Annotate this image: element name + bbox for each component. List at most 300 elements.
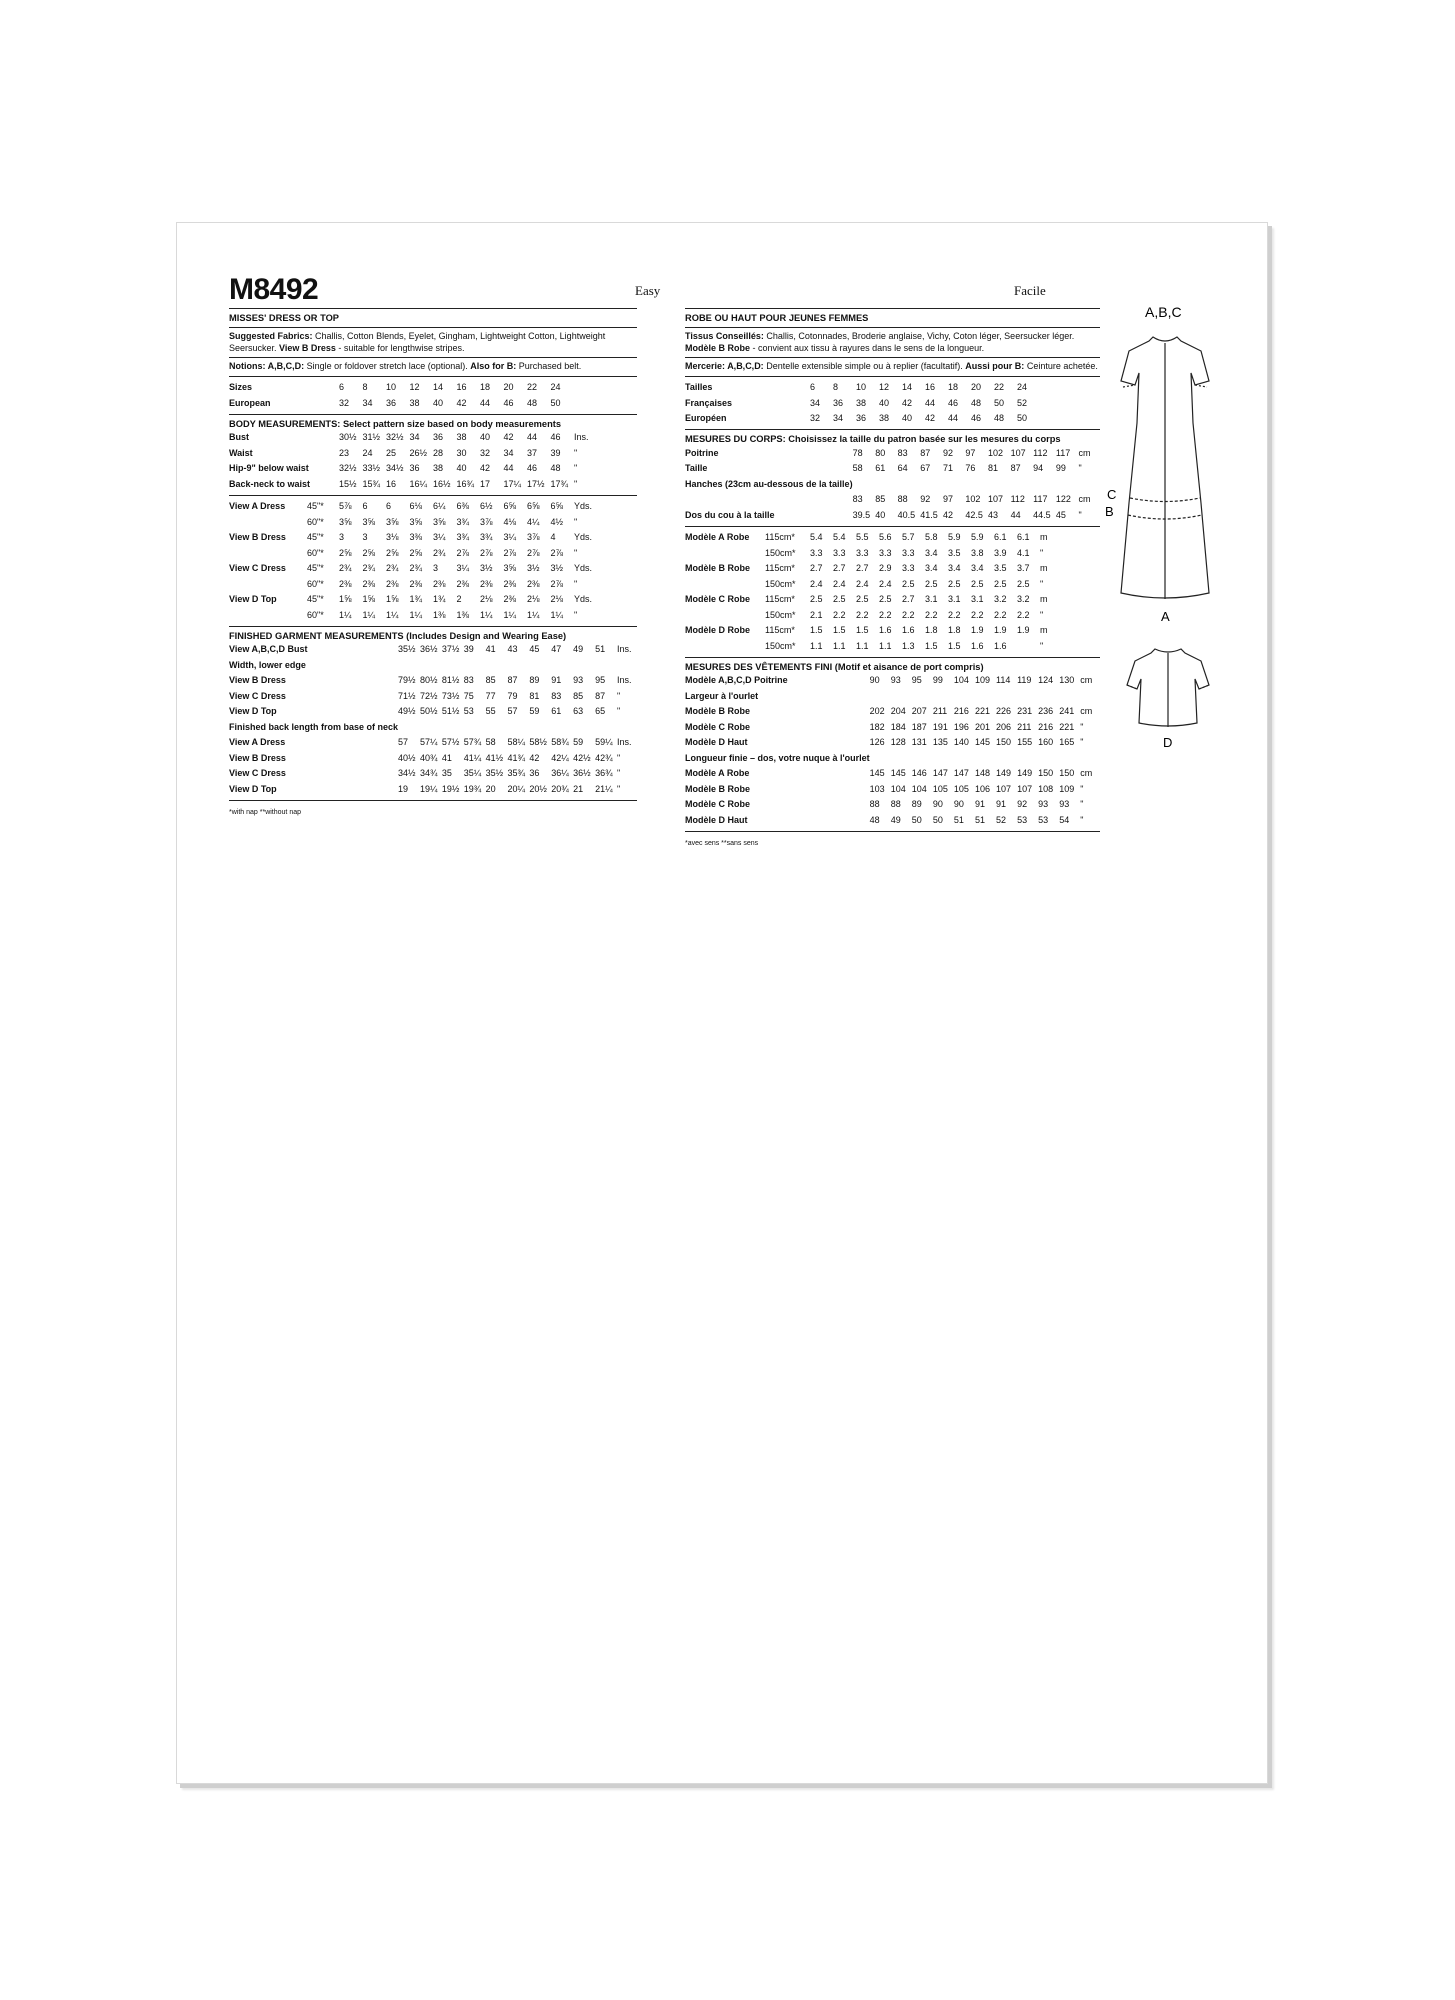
- table-cell: 40: [480, 432, 491, 443]
- table-cell: [1017, 638, 1040, 654]
- table-cell: 85: [875, 494, 886, 505]
- table-cell: 40½: [398, 752, 416, 763]
- table-cell: 24: [550, 382, 561, 393]
- table-cell: 3.3: [879, 547, 892, 558]
- table-cell: 3: [339, 532, 345, 543]
- table-cell: 207: [911, 706, 927, 717]
- table-cell: 2⅝: [409, 547, 423, 558]
- table-cell: 23: [339, 447, 350, 458]
- row-label: View B Dress: [229, 752, 286, 763]
- table-row: [685, 476, 1100, 492]
- notions-en: Notions: A,B,C,D: Single or foldover stretch lace (optional). Also for B: Purchased belt.: [229, 361, 582, 371]
- table-cell: 2¾: [386, 563, 399, 574]
- table-cell: 115cm*: [765, 594, 795, 605]
- table-cell: 107: [1017, 783, 1033, 794]
- table-cell: 1.9: [971, 625, 984, 636]
- dress-illustration: [1105, 303, 1225, 638]
- table-row: [685, 673, 1100, 689]
- table-cell: 40¾: [419, 752, 438, 763]
- table-row: [685, 812, 1100, 828]
- row-label: View D Top: [229, 783, 277, 794]
- table-cell: 1¼: [503, 609, 517, 620]
- table-cell: 119: [1017, 675, 1032, 686]
- table-cell: 1.5: [925, 640, 938, 651]
- table-cell: 87: [595, 690, 606, 701]
- table-cell: 16¾: [456, 478, 475, 489]
- top-illustration: [1123, 641, 1213, 756]
- table-cell: 83: [897, 447, 908, 458]
- table-cell: 1¼: [550, 609, 564, 620]
- table-cell: 19: [398, 783, 409, 794]
- table-cell: 3½: [550, 563, 564, 574]
- table-cell: 150: [1038, 768, 1054, 779]
- table-cell: ": [616, 768, 621, 779]
- row-label: [685, 545, 765, 561]
- table-cell: 50: [550, 397, 561, 408]
- table-cell: Ins.: [616, 675, 632, 686]
- table-cell: 14: [433, 382, 444, 393]
- table-cell: 60"*: [307, 547, 324, 558]
- row-label: View B Dress: [229, 532, 286, 543]
- footnote-en: *with nap **without nap: [229, 808, 301, 816]
- table-cell: 3¼: [433, 532, 446, 543]
- table-cell: 20: [485, 783, 496, 794]
- table-cell: 145: [869, 768, 885, 779]
- table-cell: 79: [507, 690, 518, 701]
- table-cell: 2⅝: [339, 547, 352, 558]
- table-row: [685, 688, 1100, 704]
- table-cell: 47: [551, 644, 562, 655]
- table-cell: 1¾: [409, 594, 423, 605]
- table-cell: 126: [869, 737, 885, 748]
- table-cell: 93: [1038, 799, 1049, 810]
- table-cell: 2⅜: [456, 578, 470, 589]
- table-cell: 1.1: [833, 640, 846, 651]
- table-cell: 42½: [573, 752, 591, 763]
- row-label: View A,B,C,D Bust: [229, 644, 308, 655]
- table-cell: 2.4: [810, 578, 823, 589]
- table-cell: 44: [1010, 509, 1021, 520]
- table-row: [685, 781, 1100, 797]
- table-cell: 191: [932, 721, 948, 732]
- table-cell: 44: [948, 413, 959, 424]
- row-label: Hanches (23cm au-dessous de la taille): [685, 478, 853, 489]
- table-cell: 93: [1059, 799, 1070, 810]
- row-label: Hip-9" below waist: [229, 463, 309, 474]
- table-cell: 3¼: [503, 532, 517, 543]
- row-label: [229, 576, 307, 592]
- table-cell: cm: [1080, 768, 1093, 779]
- table-cell: 32: [480, 447, 491, 458]
- table-cell: 32½: [386, 432, 404, 443]
- table-cell: 6⅛: [409, 501, 423, 512]
- table-cell: 85: [573, 690, 584, 701]
- table-cell: 2¾: [339, 563, 352, 574]
- table-cell: 48: [550, 463, 561, 474]
- table-cell: ": [1078, 509, 1082, 520]
- table-cell: 35½: [485, 768, 504, 779]
- table-cell: 97: [943, 494, 954, 505]
- table-row: [229, 673, 637, 689]
- finished-header-fr: MESURES DES VÊTEMENTS FINI (Motif et aisance de port compris): [685, 661, 984, 672]
- table-cell: 1⅝: [339, 594, 352, 605]
- table-cell: 39: [463, 644, 474, 655]
- row-label: Waist: [229, 447, 253, 458]
- table-cell: 77: [485, 690, 496, 701]
- table-cell: 94: [1033, 463, 1044, 474]
- table-cell: 42: [943, 509, 954, 520]
- table-cell: 60"*: [307, 578, 324, 589]
- table-cell: 36: [433, 432, 444, 443]
- table-cell: 45"*: [307, 532, 324, 543]
- table-cell: Yds.: [574, 501, 593, 512]
- table-cell: 34¾: [419, 768, 438, 779]
- table-row: [229, 476, 596, 492]
- table-cell: 104: [890, 783, 906, 794]
- table-cell: 12: [879, 382, 890, 393]
- sizes-table-fr: [685, 380, 1040, 427]
- table-cell: 22: [994, 382, 1005, 393]
- table-cell: m: [1040, 532, 1048, 543]
- table-cell: 25: [386, 447, 397, 458]
- table-cell: 2⅞: [550, 578, 564, 589]
- table-cell: 42: [902, 397, 913, 408]
- table-cell: 41: [441, 752, 452, 763]
- table-cell: 241: [1059, 706, 1075, 717]
- table-cell: 45: [529, 644, 540, 655]
- table-cell: 90: [869, 675, 880, 686]
- table-cell: 6: [362, 501, 368, 512]
- table-cell: 71: [943, 463, 954, 474]
- table-cell: 2⅜: [386, 578, 399, 589]
- table-cell: 79½: [398, 675, 416, 686]
- table-cell: 50½: [419, 706, 438, 717]
- table-cell: 89: [529, 675, 540, 686]
- table-cell: 88: [897, 494, 908, 505]
- table-cell: 3⅝: [433, 516, 446, 527]
- table-cell: 3.8: [971, 547, 984, 558]
- table-cell: 36: [386, 397, 397, 408]
- table-cell: 2⅝: [362, 547, 376, 558]
- table-cell: 36¾: [595, 768, 613, 779]
- table-row: [229, 545, 596, 561]
- table-cell: 160: [1038, 737, 1054, 748]
- table-cell: 75: [463, 690, 474, 701]
- table-cell: 1.6: [994, 640, 1007, 651]
- table-cell: 44: [527, 432, 538, 443]
- table-cell: 122: [1055, 494, 1071, 505]
- table-cell: 32: [810, 413, 821, 424]
- table-cell: 33½: [362, 463, 381, 474]
- table-cell: 54: [1059, 814, 1070, 825]
- difficulty-fr: Facile: [1014, 283, 1046, 298]
- table-cell: 109: [1059, 783, 1075, 794]
- table-cell: 41¼: [463, 752, 482, 763]
- table-cell: 3½: [480, 563, 493, 574]
- row-label: Back-neck to waist: [229, 478, 311, 489]
- table-cell: 2⅛: [527, 594, 540, 605]
- table-cell: 24: [1017, 382, 1028, 393]
- table-cell: 3⅞: [527, 532, 540, 543]
- table-cell: 3.3: [902, 547, 915, 558]
- table-cell: 2⅜: [503, 594, 517, 605]
- table-cell: 38: [409, 397, 420, 408]
- table-cell: 26½: [409, 447, 428, 458]
- table-cell: 2¾: [433, 547, 446, 558]
- table-cell: 34: [833, 413, 844, 424]
- table-cell: 34: [810, 397, 821, 408]
- table-cell: 5.5: [856, 532, 869, 543]
- table-cell: 5.4: [810, 532, 823, 543]
- table-cell: 31½: [362, 432, 381, 443]
- table-cell: 95: [911, 675, 922, 686]
- table-cell: ": [1080, 783, 1084, 794]
- row-label: Modèle D Haut: [685, 814, 748, 825]
- table-cell: Ins.: [616, 644, 632, 655]
- table-cell: 34: [362, 397, 373, 408]
- table-cell: ": [1040, 578, 1044, 589]
- table-cell: 109: [974, 675, 990, 686]
- table-cell: 46: [503, 397, 514, 408]
- table-cell: 2⅛: [550, 594, 564, 605]
- table-cell: 1¼: [386, 609, 399, 620]
- table-cell: 53: [463, 706, 474, 717]
- table-cell: 50: [994, 397, 1005, 408]
- table-cell: 115cm*: [765, 532, 795, 543]
- table-cell: ": [574, 463, 578, 474]
- table-cell: 3.9: [994, 547, 1007, 558]
- table-cell: 3⅛: [386, 532, 399, 543]
- table-cell: 4.1: [1017, 547, 1030, 558]
- table-cell: 99: [932, 675, 943, 686]
- table-cell: 40: [875, 509, 886, 520]
- table-cell: 16: [456, 382, 467, 393]
- table-cell: 92: [943, 447, 954, 458]
- table-cell: 2⅜: [503, 578, 517, 589]
- table-cell: Yds.: [574, 563, 593, 574]
- table-cell: 17¼: [503, 478, 522, 489]
- table-cell: 2.2: [856, 609, 869, 620]
- table-cell: 2⅞: [480, 547, 493, 558]
- table-cell: 2.5: [902, 578, 915, 589]
- table-cell: 2.5: [925, 578, 938, 589]
- table-cell: 6⅜: [456, 501, 470, 512]
- table-cell: 3.4: [971, 563, 984, 574]
- table-cell: 6⅝: [550, 501, 564, 512]
- table-cell: 211: [932, 706, 948, 717]
- table-cell: 41: [485, 644, 496, 655]
- table-cell: 21: [573, 783, 584, 794]
- table-cell: 34: [503, 447, 514, 458]
- table-cell: 2¾: [409, 563, 423, 574]
- table-cell: 57¼: [419, 737, 438, 748]
- table-row: [229, 561, 596, 577]
- table-cell: 44: [503, 463, 514, 474]
- table-cell: 36: [409, 463, 420, 474]
- table-row: [685, 750, 1100, 766]
- mark-c: C: [1107, 487, 1117, 502]
- table-cell: 48: [527, 397, 538, 408]
- table-cell: 2.5: [994, 578, 1007, 589]
- table-cell: 6.1: [994, 532, 1007, 543]
- table-cell: 59: [573, 737, 584, 748]
- table-cell: 40: [879, 397, 890, 408]
- table-row: [229, 430, 596, 446]
- table-cell: 135: [932, 737, 948, 748]
- table-cell: ": [1080, 721, 1084, 732]
- table-row: [685, 607, 1062, 623]
- table-row: [685, 638, 1062, 654]
- row-label: Françaises: [685, 397, 733, 408]
- table-cell: 18: [480, 382, 491, 393]
- table-cell: 16: [386, 478, 397, 489]
- table-cell: 45"*: [307, 594, 324, 605]
- table-cell: 88: [869, 799, 880, 810]
- table-cell: 105: [932, 783, 948, 794]
- table-cell: ": [1040, 609, 1044, 620]
- table-cell: 57¾: [463, 737, 482, 748]
- table-cell: 226: [996, 706, 1012, 717]
- table-cell: 92: [1017, 799, 1028, 810]
- table-cell: 1.6: [902, 625, 915, 636]
- table-row: [229, 380, 574, 396]
- table-cell: 72½: [419, 690, 438, 701]
- table-row: [229, 719, 637, 735]
- row-label: Modèle D Robe: [685, 625, 751, 636]
- table-cell: 104: [911, 783, 927, 794]
- table-cell: 204: [890, 706, 906, 717]
- body-table-en: [229, 430, 596, 492]
- table-row: [685, 735, 1100, 751]
- table-cell: 3⅝: [409, 516, 423, 527]
- dress-views-label: A,B,C: [1145, 304, 1182, 320]
- table-row: [685, 704, 1100, 720]
- table-cell: 3⅝: [362, 516, 376, 527]
- table-cell: 49: [890, 814, 901, 825]
- table-cell: 2.5: [856, 594, 869, 605]
- row-label: [685, 638, 765, 654]
- table-cell: 59¼: [595, 737, 613, 748]
- table-cell: 83: [463, 675, 474, 686]
- table-row: [229, 461, 596, 477]
- table-cell: 24: [362, 447, 373, 458]
- row-label: [685, 492, 853, 508]
- table-cell: 3.3: [833, 547, 846, 558]
- table-cell: 211: [1017, 721, 1032, 732]
- row-label: Modèle A Robe: [685, 532, 750, 543]
- table-cell: 114: [996, 675, 1011, 686]
- table-cell: 2⅜: [527, 578, 540, 589]
- table-cell: 5.9: [971, 532, 984, 543]
- fabrics-en: Suggested Fabrics: Challis, Cotton Blends, Eyelet, Gingham, Lightweight Cotton, Lightweight Seersucker. View B Dress - suitable for lengthwise stripes.: [229, 331, 606, 353]
- row-label: Modèle B Robe: [685, 706, 751, 717]
- table-cell: 36¼: [551, 768, 569, 779]
- table-cell: 147: [932, 768, 948, 779]
- table-cell: 2.7: [833, 563, 846, 574]
- table-cell: 3.4: [925, 563, 938, 574]
- table-cell: 1.6: [971, 640, 984, 651]
- table-cell: 49½: [398, 706, 416, 717]
- table-cell: 2.2: [994, 609, 1007, 620]
- table-cell: 2.7: [810, 563, 823, 574]
- table-cell: 58: [485, 737, 496, 748]
- table-cell: 112: [1010, 494, 1025, 505]
- row-label: Width, lower edge: [229, 659, 306, 670]
- table-cell: 2.5: [879, 594, 892, 605]
- table-cell: 60"*: [307, 609, 324, 620]
- table-cell: 42: [503, 432, 514, 443]
- table-cell: 44.5: [1033, 509, 1051, 520]
- table-cell: 50: [1017, 413, 1028, 424]
- table-cell: 49: [573, 644, 584, 655]
- mark-a: A: [1161, 609, 1170, 624]
- table-cell: 165: [1059, 737, 1075, 748]
- table-cell: 51: [953, 814, 964, 825]
- table-cell: 32½: [339, 463, 357, 474]
- table-cell: 2.9: [879, 563, 892, 574]
- table-cell: 36: [833, 397, 844, 408]
- table-cell: 155: [1017, 737, 1033, 748]
- table-cell: 3.1: [925, 594, 938, 605]
- row-label: Dos du cou à la taille: [685, 509, 775, 520]
- fabrics-fr: Tissus Conseillés: Challis, Cotonnades, Broderie anglaise, Vichy, Coton léger, Seersucker léger. Modèle B Robe - convient aux tissu à rayures dans le sens de la longueur.: [685, 331, 1075, 353]
- table-cell: 2⅞: [550, 547, 564, 558]
- table-cell: 2¾: [362, 563, 376, 574]
- table-cell: 90: [953, 799, 964, 810]
- table-cell: 187: [911, 721, 927, 732]
- table-cell: 58¼: [507, 737, 526, 748]
- table-cell: 4¼: [527, 516, 540, 527]
- table-cell: ": [1080, 814, 1084, 825]
- table-cell: 2.7: [902, 594, 915, 605]
- table-cell: 2⅜: [339, 578, 352, 589]
- table-cell: 3.4: [948, 563, 961, 574]
- table-cell: 3¼: [456, 563, 470, 574]
- table-cell: 3¾: [456, 532, 470, 543]
- table-cell: 140: [953, 737, 969, 748]
- table-cell: 35: [441, 768, 452, 779]
- table-cell: ": [1040, 640, 1044, 651]
- table-cell: 43: [988, 509, 999, 520]
- table-row: [229, 592, 596, 608]
- table-cell: cm: [1080, 675, 1093, 686]
- table-cell: 15½: [339, 478, 357, 489]
- table-cell: 3.2: [994, 594, 1007, 605]
- table-cell: ": [616, 783, 621, 794]
- row-label: View D Top: [229, 706, 277, 717]
- table-cell: 2⅛: [480, 594, 493, 605]
- table-cell: 1.9: [994, 625, 1007, 636]
- table-row: [685, 380, 1040, 396]
- table-cell: 2⅞: [456, 547, 470, 558]
- table-cell: 20¼: [507, 783, 526, 794]
- table-cell: 37½: [441, 644, 460, 655]
- table-cell: 196: [953, 721, 969, 732]
- table-cell: 1¾: [433, 594, 446, 605]
- table-cell: 36½: [419, 644, 438, 655]
- table-cell: 3.3: [810, 547, 823, 558]
- table-cell: ": [616, 752, 621, 763]
- row-label: View C Dress: [229, 563, 286, 574]
- table-cell: 52: [996, 814, 1007, 825]
- table-cell: 64: [897, 463, 908, 474]
- row-label: [229, 545, 307, 561]
- table-cell: 201: [974, 721, 990, 732]
- table-cell: 73½: [441, 690, 460, 701]
- table-cell: cm: [1080, 706, 1093, 717]
- row-label: Modèle A,B,C,D Poitrine: [685, 675, 788, 686]
- table-cell: 1.5: [856, 625, 869, 636]
